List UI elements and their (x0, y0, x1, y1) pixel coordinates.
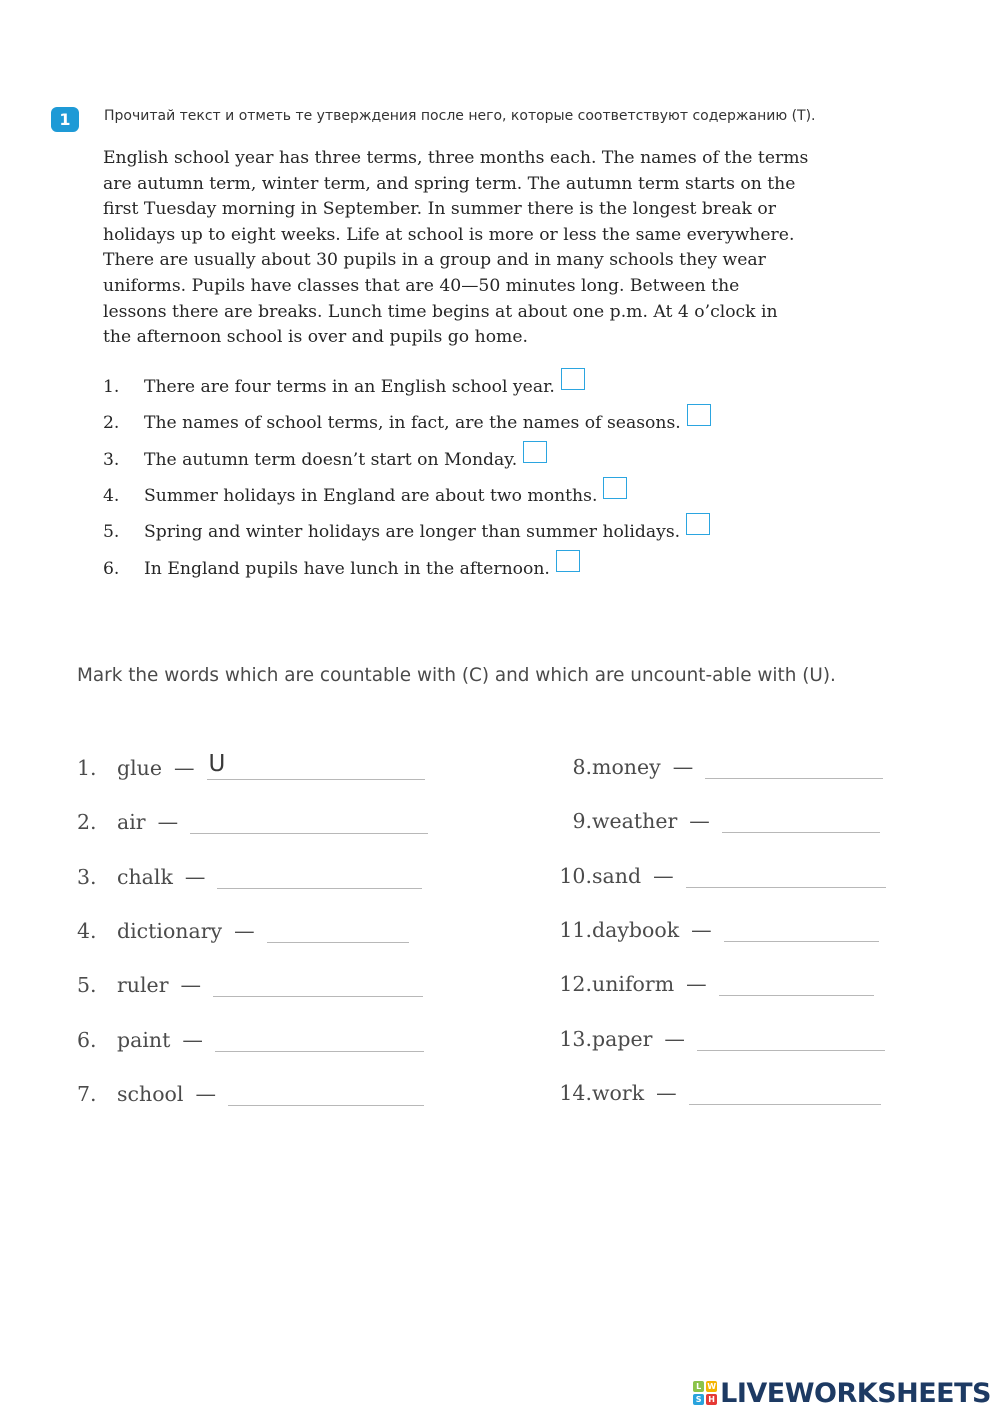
exercise-2-instruction: Mark the words which are countable with (C) and which are uncount-able with (U). (77, 665, 836, 686)
dash: — (689, 809, 710, 833)
statement-text: The names of school terms, in fact, are the names of seasons. (144, 413, 681, 433)
word-number: 4. (77, 919, 97, 943)
word-item (77, 1018, 424, 1052)
answer-field[interactable] (267, 916, 409, 943)
word-label: dictionary (117, 919, 223, 943)
dash: — (686, 972, 707, 996)
statement-number: 5. (103, 522, 120, 542)
word-item (537, 799, 880, 833)
reading-line: are autumn term, winter term, and spring term. The autumn term starts on the (103, 173, 796, 194)
word-item (537, 1071, 881, 1105)
answer-field[interactable] (705, 752, 883, 779)
statement-item (103, 410, 711, 436)
reading-text (103, 146, 890, 351)
answer-field[interactable] (719, 969, 874, 996)
logo-tiles (693, 1381, 717, 1405)
answer-field[interactable] (213, 970, 423, 997)
word-number: 2. (77, 810, 97, 834)
statement-text: The autumn term doesn’t start on Monday. (144, 450, 518, 470)
answer-field[interactable] (686, 861, 886, 888)
word-number: 5. (77, 973, 97, 997)
reading-line: first Tuesday morning in September. In summer there is the longest break or (103, 199, 776, 220)
dash: — (234, 919, 255, 943)
reading-line: uniforms. Pupils have classes that are 40—50 minutes long. Between the (103, 275, 740, 296)
word-item (77, 909, 409, 943)
word-label: chalk (117, 865, 173, 889)
word-label: daybook (592, 918, 680, 942)
statement-text: Spring and winter holidays are longer than summer holidays. (144, 522, 681, 542)
answer-field[interactable] (215, 1025, 424, 1052)
reading-line: English school year has three terms, three months each. The names of the terms (103, 148, 809, 168)
word-item (77, 963, 423, 997)
exercise-1-instruction: Прочитай текст и отметь те утверждения после него, которые соответствуют содержанию (T). (104, 108, 816, 124)
logo-tile: H (706, 1394, 717, 1405)
word-label: air (117, 810, 146, 834)
statement-text: Summer holidays in England are about two months. (144, 486, 598, 506)
word-number: 6. (77, 1028, 97, 1052)
dash: — (182, 1028, 203, 1052)
word-label: school (117, 1082, 184, 1106)
answer-field[interactable] (207, 753, 425, 780)
word-item (537, 854, 886, 888)
word-label: paper (592, 1027, 653, 1051)
logo-tile: S (693, 1394, 704, 1405)
statement-number: 1. (103, 377, 120, 397)
word-item (537, 962, 874, 996)
dash: — (174, 756, 195, 780)
statement-item (103, 519, 710, 545)
dash: — (653, 864, 674, 888)
reading-line: the afternoon school is over and pupils go home. (103, 327, 528, 348)
word-number: 14. (559, 1081, 592, 1105)
word-number: 3. (77, 865, 97, 889)
word-item (77, 746, 425, 780)
word-item (537, 745, 883, 779)
word-number: 12. (559, 972, 592, 996)
dash: — (195, 1082, 216, 1106)
dash: — (672, 755, 694, 779)
word-number: 7. (77, 1082, 97, 1106)
word-number: 8. (572, 755, 592, 779)
word-number: 10. (559, 864, 592, 888)
statement-number: 2. (103, 413, 120, 433)
dash: — (664, 1027, 685, 1051)
logo-tile: W (707, 1382, 717, 1391)
word-number: 11. (559, 918, 592, 942)
reading-line: holidays up to eight weeks. Life at school is more or less the same everywhere. (103, 224, 795, 245)
statement-item (103, 556, 580, 582)
true-checkbox[interactable] (556, 550, 580, 572)
answer-field[interactable] (722, 806, 880, 833)
word-label: money (592, 755, 661, 779)
answer-field[interactable] (697, 1024, 885, 1051)
true-checkbox[interactable] (561, 368, 585, 390)
statement-item (103, 374, 585, 400)
reading-line: There are usually about 30 pupils in a group and in many schools they wear (103, 250, 766, 271)
word-label: glue (117, 756, 163, 780)
logo-tile: L (693, 1381, 704, 1392)
word-label: ruler (117, 973, 169, 997)
statement-item (103, 447, 547, 473)
answer-field[interactable] (217, 862, 422, 889)
statement-text: There are four terms in an English school year. (144, 377, 555, 397)
statement-number: 3. (103, 450, 120, 470)
word-number: 1. (77, 756, 97, 780)
word-item (77, 800, 428, 834)
word-label: uniform (592, 972, 675, 996)
liveworksheets-logo (693, 1377, 991, 1409)
statement-number: 4. (103, 486, 120, 506)
word-label: paint (117, 1028, 171, 1052)
dash: — (184, 865, 206, 889)
word-item (77, 855, 422, 889)
dash: — (180, 973, 201, 997)
word-item (537, 1017, 885, 1051)
word-number: 13. (559, 1027, 592, 1051)
statement-text: In England pupils have lunch in the afternoon. (144, 559, 550, 579)
dash: — (656, 1081, 677, 1105)
true-checkbox[interactable] (686, 513, 710, 535)
answer-field[interactable] (724, 915, 879, 942)
word-label: work (592, 1081, 645, 1105)
answer-field[interactable] (689, 1078, 881, 1105)
true-checkbox[interactable] (687, 404, 711, 426)
word-item (77, 1072, 424, 1106)
word-label: weather (592, 809, 678, 833)
word-number: 9. (572, 809, 592, 833)
statement-number: 6. (103, 559, 120, 579)
true-checkbox[interactable] (603, 477, 627, 499)
dash: — (691, 918, 712, 942)
answer-field[interactable] (228, 1079, 424, 1106)
dash: — (157, 810, 179, 834)
answer-field[interactable] (190, 807, 428, 834)
exercise-number-badge: 1 (51, 107, 79, 132)
reading-line: lessons there are breaks. Lunch time begins at about one p.m. At 4 o’clock in (103, 301, 778, 322)
logo-text: LIVEWORKSHEETS (720, 1377, 991, 1409)
statement-item (103, 483, 627, 509)
true-checkbox[interactable] (523, 441, 547, 463)
answer-value: U (208, 751, 226, 777)
word-item (537, 908, 879, 942)
word-label: sand (592, 864, 642, 888)
